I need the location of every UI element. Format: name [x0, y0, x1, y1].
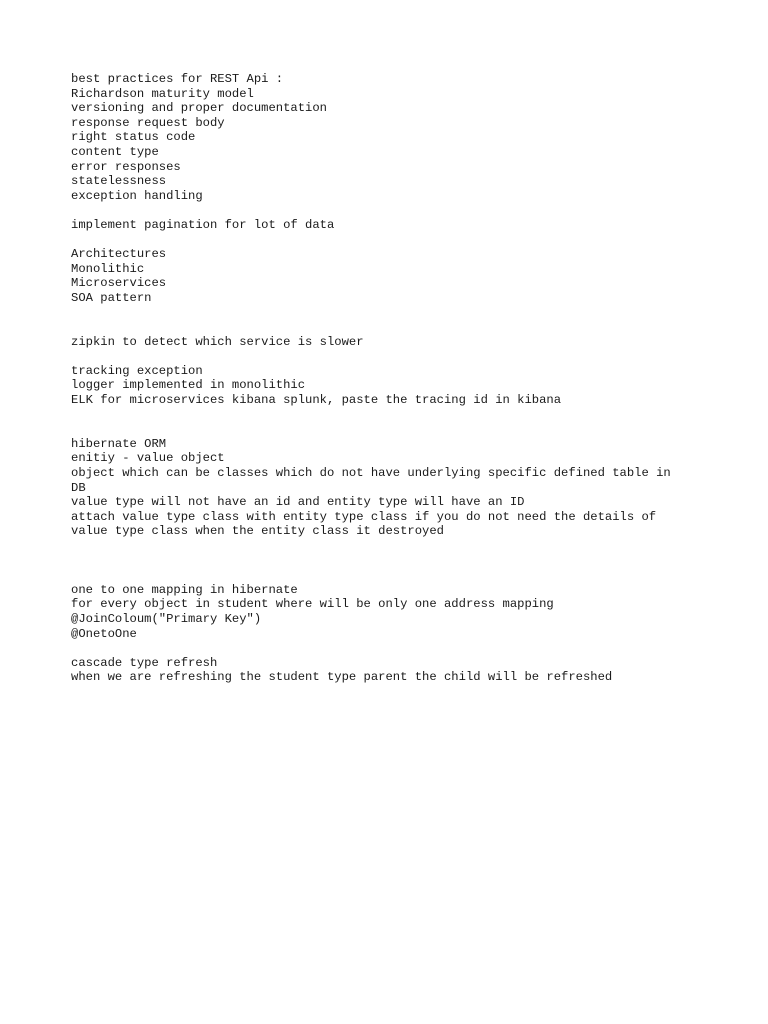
text-line: DB [71, 480, 86, 495]
text-line: exception handling [71, 188, 203, 203]
text-line: Microservices [71, 276, 167, 291]
blank-line [71, 422, 711, 437]
text-line: enitiy - value object [71, 451, 225, 466]
text-line: one to one mapping in hibernate [71, 582, 298, 597]
text-line: when we are refreshing the student type parent the child will be refreshed [71, 670, 613, 685]
text-line: content type [71, 144, 159, 159]
text-line: @OnetoOne [71, 626, 137, 641]
text-line: logger implemented in monolithic [71, 378, 306, 393]
text-line: @JoinColoum("Primary Key") [71, 611, 262, 626]
text-line: Architectures [71, 247, 167, 262]
blank-line [71, 306, 711, 321]
text-line: zipkin to detect which service is slower [71, 334, 364, 349]
text-line: for every object in student where will be only one address mapping [71, 597, 554, 612]
blank-line [71, 203, 711, 218]
text-line: error responses [71, 159, 181, 174]
text-line: implement pagination for lot of data [71, 217, 335, 232]
text-line: versioning and proper documentation [71, 101, 327, 116]
blank-line [71, 349, 711, 364]
text-line: best practices for REST Api : [71, 72, 284, 86]
blank-line [71, 539, 711, 554]
blank-line [71, 233, 711, 248]
blank-line [71, 408, 711, 423]
document-page [71, 72, 711, 685]
blank-line [71, 568, 711, 583]
text-line: cascade type refresh [71, 655, 218, 670]
text-line: right status code [71, 130, 196, 145]
text-line: hibernate ORM [71, 436, 167, 451]
text-line: Richardson maturity model [71, 86, 254, 101]
text-line: SOA pattern [71, 290, 152, 305]
text-line: attach value type class with entity type class if you do not need the details of [71, 509, 657, 524]
text-line: value type class when the entity class it destroyed [71, 524, 444, 539]
blank-line [71, 320, 711, 335]
text-line: ELK for microservices kibana splunk, paste the tracing id in kibana [71, 393, 562, 408]
text-line: statelessness [71, 174, 167, 189]
text-line: tracking exception [71, 363, 203, 378]
blank-line [71, 641, 711, 656]
text-line: object which can be classes which do not have underlying specific defined table in [71, 466, 671, 481]
text-line: response request body [71, 115, 225, 130]
text-line: value type will not have an id and entity type will have an ID [71, 495, 525, 510]
text-line: Monolithic [71, 261, 145, 276]
blank-line [71, 554, 711, 569]
